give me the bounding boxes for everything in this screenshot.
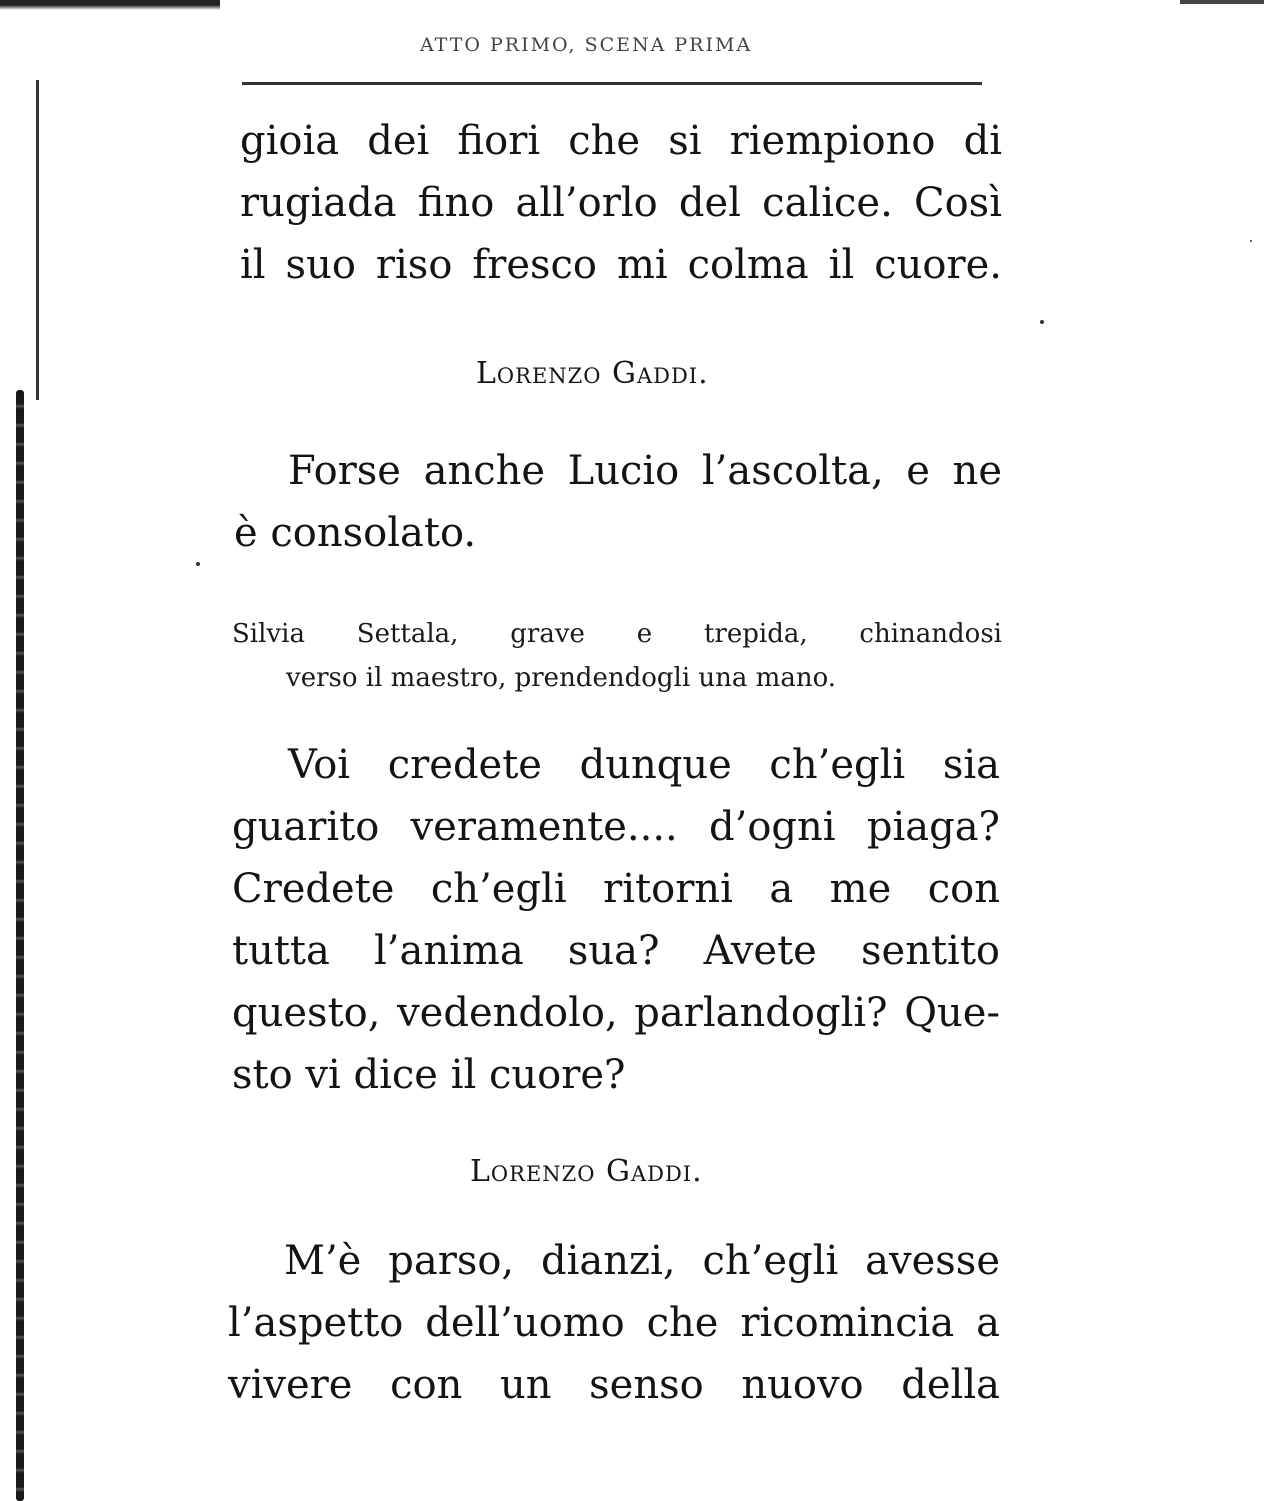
running-header: ATTO PRIMO, SCENA PRIMA [420, 34, 753, 56]
scan-speck [1040, 320, 1044, 324]
text-line: Voi credete dunque ch’egli sia [288, 742, 1000, 788]
text-line: M’è parso, dianzi, ch’egli avesse [284, 1238, 1000, 1284]
stage-line: verso il maestro, prendendogli una mano. [286, 663, 837, 693]
text-line: l’aspetto dell’uomo che ricomincia a [228, 1300, 1000, 1346]
scan-spine-shadow-upper [36, 80, 39, 400]
text-line: vivere con un senso nuovo della [228, 1362, 1000, 1408]
text-line: il suo riso fresco mi colma il cuore. [240, 242, 1002, 288]
paragraph-1 [240, 110, 1002, 296]
scan-speck [196, 562, 200, 566]
text-line: Forse anche Lucio l’ascolta, e ne [288, 448, 1002, 494]
paragraph-2 [234, 440, 1002, 564]
text-line: gioia dei fiori che si riempiono di [240, 118, 1002, 164]
text-line: è consolato. [234, 510, 477, 556]
header-rule [242, 82, 982, 85]
text-line: questo, vedendolo, parlandogli? Que- [232, 990, 1000, 1036]
speaker-name: Lorenzo Gaddi. [476, 356, 709, 391]
scan-top-edge [0, 0, 220, 10]
stage-direction [232, 612, 1002, 700]
stage-line: Silvia Settala, grave e trepida, chinandosi [232, 619, 1002, 649]
text-line: guarito veramente.... d’ogni piaga? [232, 804, 1000, 850]
paragraph-4 [228, 1230, 1000, 1416]
speaker-name: Lorenzo Gaddi. [470, 1154, 703, 1189]
text-line: Credete ch’egli ritorni a me con [232, 866, 1000, 912]
scan-top-edge-right [1180, 0, 1264, 4]
scan-spine-shadow [16, 390, 24, 1501]
text-line: tutta l’anima sua? Avete sentito [232, 928, 1000, 974]
scan-speck [1250, 240, 1252, 242]
text-line: sto vi dice il cuore? [232, 1052, 626, 1098]
paragraph-3 [232, 734, 1000, 1106]
text-line: rugiada fino all’orlo del calice. Così [240, 180, 1002, 226]
